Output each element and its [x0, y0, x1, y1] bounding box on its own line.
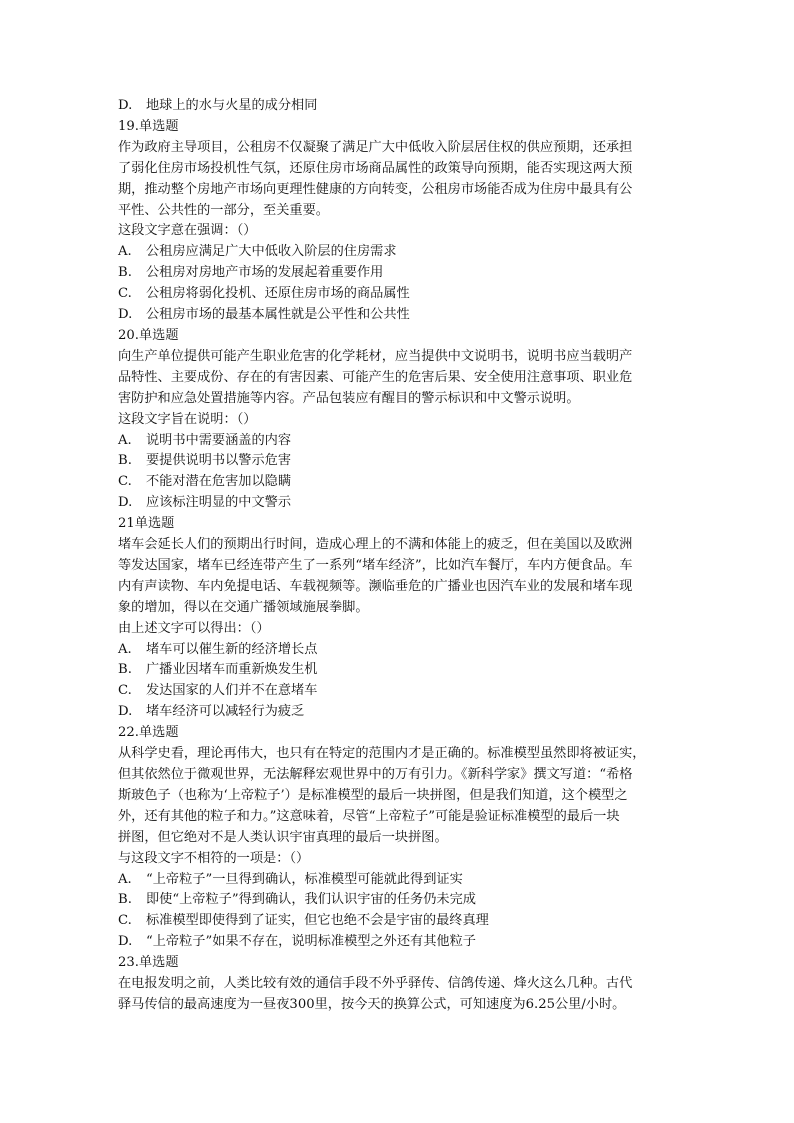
question-prompt: 这段文字意在强调：（）: [118, 223, 257, 239]
answer-option: [118, 681, 678, 702]
answer-option: [118, 702, 678, 723]
question-header: 20.单选题: [118, 327, 179, 343]
answer-option: [118, 932, 678, 953]
option-text: 应该标注明显的中文警示: [146, 495, 292, 511]
answer-option: [118, 284, 678, 305]
option-key: B.: [118, 892, 132, 908]
option-text: 发达国家的人们并不在意堵车: [146, 683, 318, 699]
question-prompt: 由上述文字可以得出：（）: [118, 620, 270, 636]
option-key: D.: [118, 934, 133, 950]
option-key: B.: [118, 662, 132, 678]
prev-option-d: [118, 96, 678, 117]
option-text: 不能对潜在危害加以隐瞒: [146, 474, 292, 490]
question-paragraph-line: 向生产单位提供可能产生职业危害的化学耗材，应当提供中文说明书，说明书应当载明产: [118, 348, 633, 364]
question-paragraph-line: 驿马传信的最高速度为一昼夜300里，按今天的换算公式，可知速度为6.25公里/小时。: [118, 996, 626, 1012]
option-key: C.: [118, 474, 132, 490]
option-text: 即使“上帝粒子”得到确认，我们认识宇宙的任务仍未完成: [146, 892, 476, 908]
question-list: [118, 117, 678, 1016]
question-paragraph-line: 斯玻色子（也称为‘上帝粒子’）是标准模型的最后一块拼图，但是我们知道，这个模型之: [118, 787, 628, 803]
question-paragraph-line: 内有声读物、车内免提电话、车载视频等。濒临垂危的广播业也因汽车业的发展和堵车现: [118, 578, 633, 594]
option-key: C.: [118, 913, 132, 929]
question-paragraph-line: 平性、公共性的一部分，至关重要。: [118, 202, 329, 218]
option-text: 公租房对房地产市场的发展起着重要作用: [146, 265, 384, 281]
question-header: 21单选题: [118, 516, 175, 532]
question-header: 22.单选题: [118, 725, 179, 741]
option-text: 广播业因堵车而重新焕发生机: [146, 662, 318, 678]
option-key: D.: [118, 704, 133, 720]
option-text: 说明书中需要涵盖的内容: [146, 432, 292, 448]
question-block: [118, 326, 678, 514]
question-paragraph-line: 在电报发明之前，人类比较有效的通信手段不外乎驿传、信鸽传递、烽火这么几种。古代: [118, 976, 633, 992]
question-paragraph-line: 堵车会延长人们的预期出行时间，造成心理上的不满和体能上的疲乏，但在美国以及欧洲: [118, 537, 633, 553]
answer-option: [118, 493, 678, 514]
option-key: A.: [118, 871, 132, 887]
answer-option: [118, 870, 678, 891]
option-key: C.: [118, 683, 132, 699]
option-key: B.: [118, 265, 132, 281]
question-block: [118, 953, 678, 1016]
option-text: “上帝粒子”如果不存在，说明标准模型之外还有其他粒子: [146, 934, 476, 950]
question-paragraph-line: 了弱化住房市场投机性气氛，还原住房市场商品属性的政策导向预期，能否实现这两大预: [118, 160, 633, 176]
answer-option: [118, 660, 678, 681]
option-key: D.: [118, 495, 133, 511]
question-paragraph-line: 害防护和应急处置措施等内容。产品包装应有醒目的警示标识和中文警示说明。: [118, 390, 580, 406]
question-paragraph-line: 品特性、主要成份、存在的有害因素、可能产生的危害后果、安全使用注意事项、职业危: [118, 369, 633, 385]
answer-option: [118, 640, 678, 661]
option-text: 地球上的水与火星的成分相同: [146, 98, 318, 113]
answer-option: [118, 242, 678, 263]
answer-option: [118, 472, 678, 493]
answer-option: [118, 451, 678, 472]
option-text: 公租房应满足广大中低收入阶层的住房需求: [146, 244, 397, 260]
question-header: 23.单选题: [118, 955, 179, 971]
option-key: A.: [118, 641, 132, 657]
option-key: D.: [118, 307, 133, 323]
document-page: [118, 96, 678, 1016]
option-text: “上帝粒子”一旦得到确认，标准模型可能就此得到证实: [146, 871, 463, 887]
question-paragraph-line: 但其依然位于微观世界，无法解释宏观世界中的万有引力。《新科学家》撰文写道：“希格: [118, 767, 633, 782]
answer-option: [118, 890, 678, 911]
question-paragraph-line: 从科学史看，理论再伟大，也只有在特定的范围内才是正确的。标准模型虽然即将被证实，: [118, 746, 646, 762]
question-block: [118, 723, 678, 953]
answer-option: [118, 263, 678, 284]
answer-option: [118, 431, 678, 452]
option-key: D.: [118, 98, 133, 113]
question-paragraph-line: 期，推动整个房地产市场向更理性健康的方向转变，公租房市场能否成为住房中最具有公: [118, 181, 633, 197]
option-text: 公租房市场的最基本属性就是公平性和公共性: [146, 307, 410, 323]
option-key: C.: [118, 286, 132, 302]
option-key: B.: [118, 453, 132, 469]
question-paragraph-line: 外，还有其他的粒子和力。”这意味着，尽管“上帝粒子”可能是验证标准模型的最后一块: [118, 808, 620, 824]
question-header: 19.单选题: [118, 118, 179, 134]
option-key: A.: [118, 244, 132, 260]
option-text: 标准模型即使得到了证实，但它也绝不会是宇宙的最终真理: [146, 913, 489, 929]
question-paragraph-line: 拼图，但它绝对不是人类认识宇宙真理的最后一块拼图。: [118, 829, 448, 845]
question-block: [118, 117, 678, 326]
question-block: [118, 514, 678, 723]
option-key: A.: [118, 432, 132, 448]
option-text: 要提供说明书以警示危害: [146, 453, 292, 469]
option-text: 堵车经济可以减轻行为疲乏: [146, 704, 305, 720]
option-text: 公租房将弱化投机、还原住房市场的商品属性: [146, 286, 410, 302]
question-prompt: 与这段文字不相符的一项是：（）: [118, 850, 310, 866]
option-text: 堵车可以催生新的经济增长点: [146, 641, 318, 657]
answer-option: [118, 305, 678, 326]
question-paragraph-line: 等发达国家，堵车已经连带产生了一系列“堵车经济”，比如汽车餐厅，车内方便食品。车: [118, 557, 633, 573]
question-paragraph-line: 象的增加，得以在交通广播领域施展拳脚。: [118, 599, 369, 615]
question-prompt: 这段文字旨在说明：（）: [118, 411, 257, 427]
question-paragraph-line: 作为政府主导项目，公租房不仅凝聚了满足广大中低收入阶层居住权的供应预期，还承担: [118, 139, 633, 155]
answer-option: [118, 911, 678, 932]
